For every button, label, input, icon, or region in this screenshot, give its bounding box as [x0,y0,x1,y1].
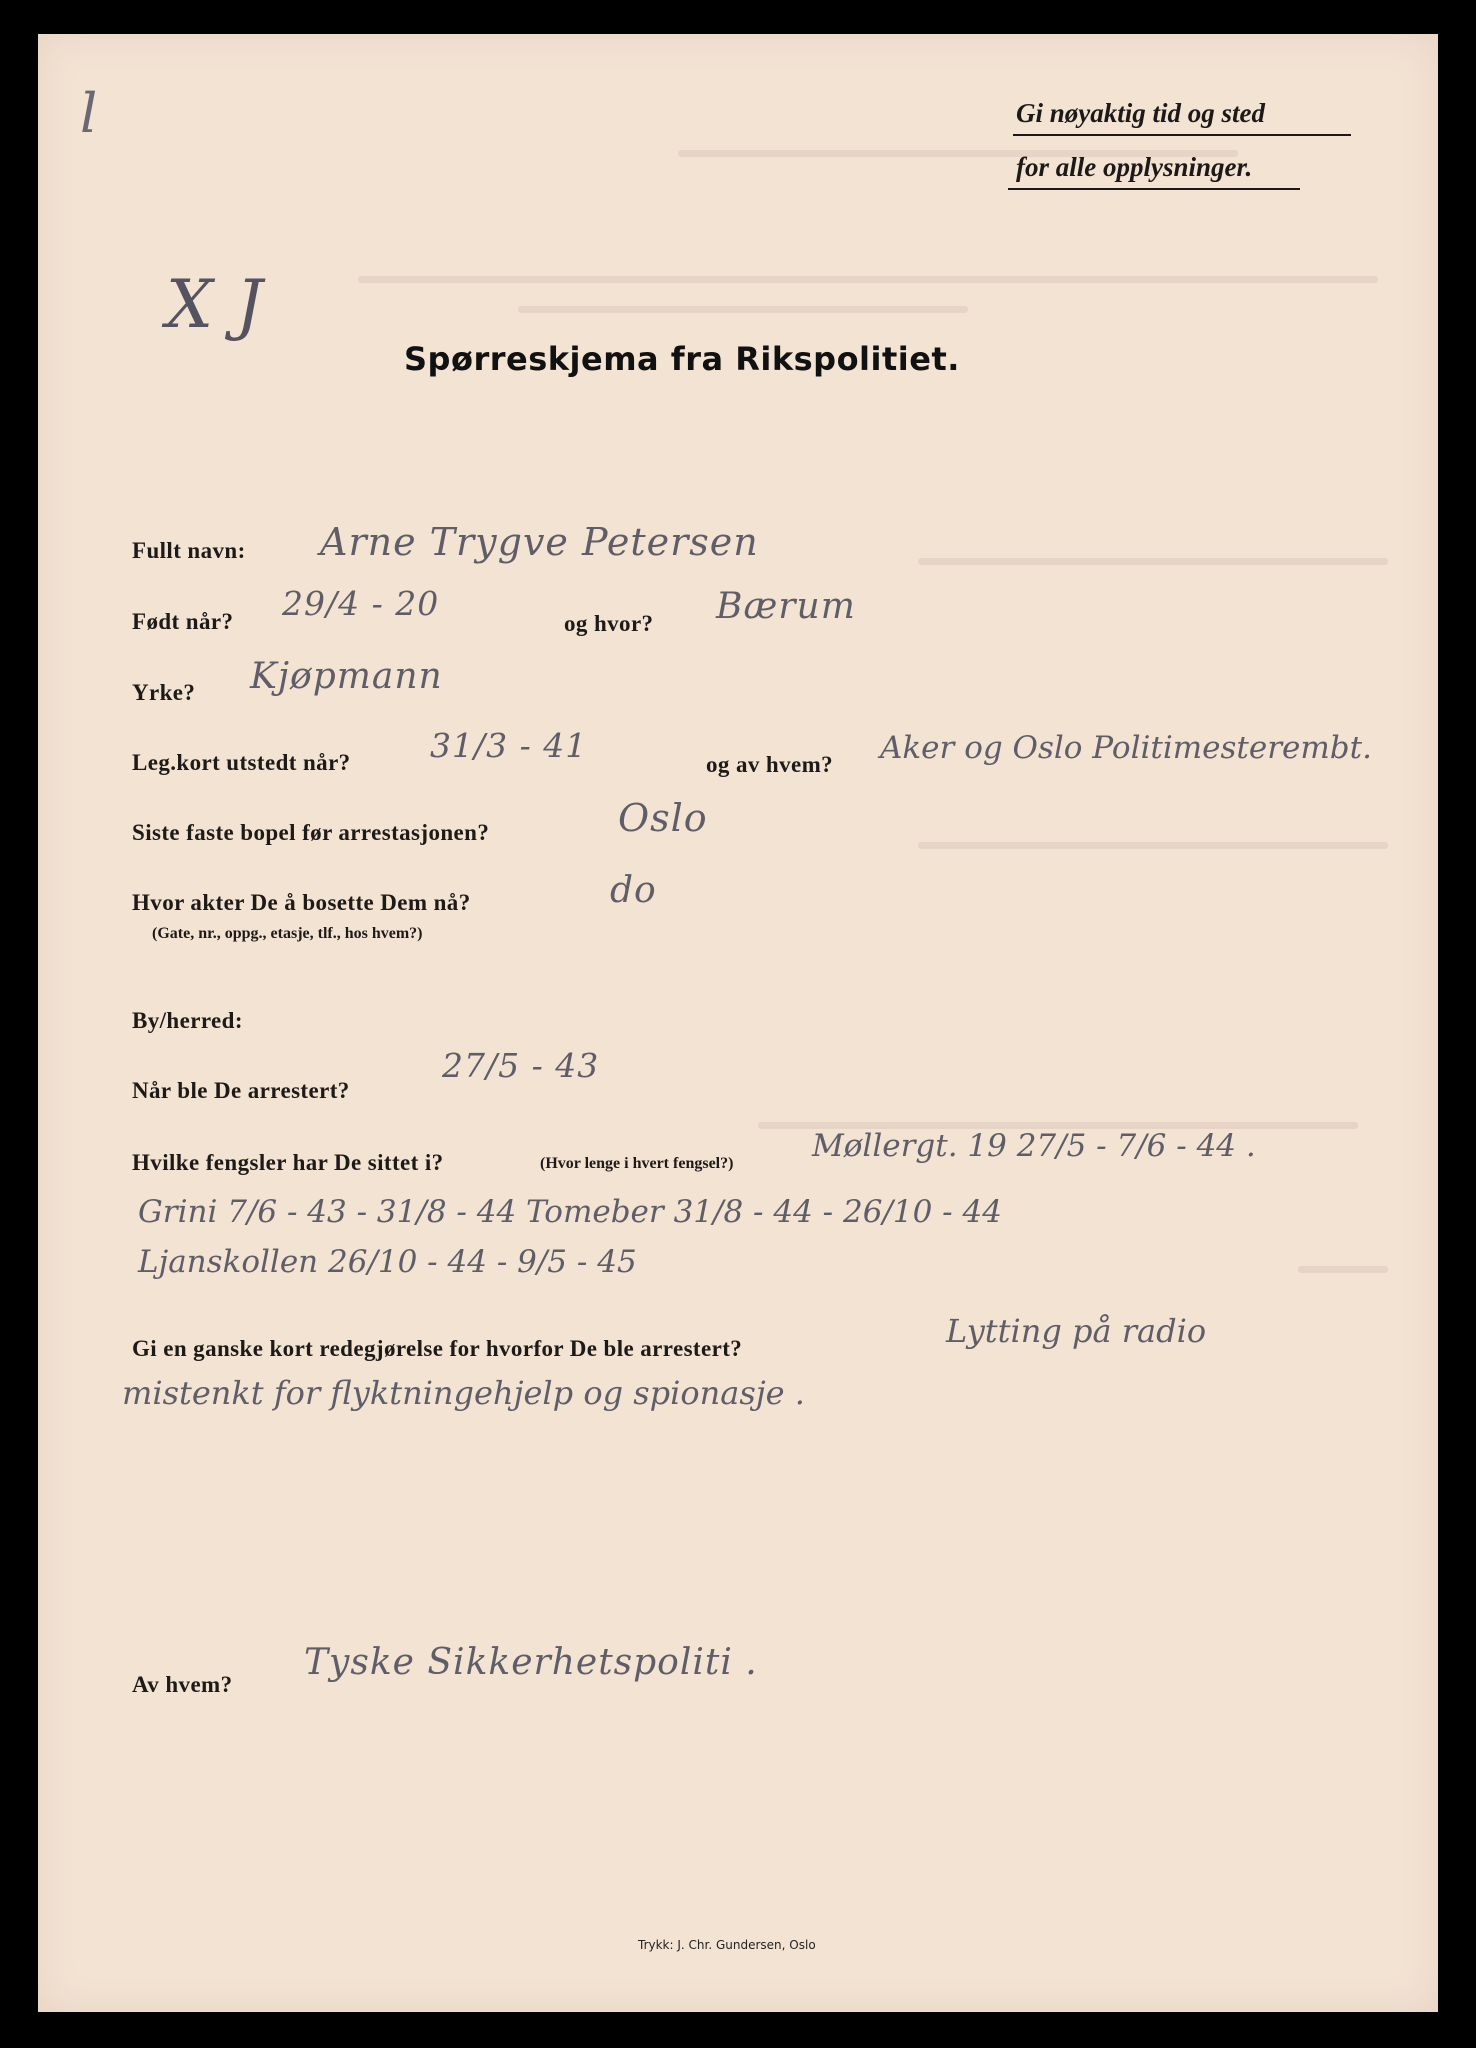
idcard-by-label: og av hvem? [706,752,834,777]
prisons-line-1: Møllergt. 19 27/5 - 7/6 - 44 . [812,1128,1256,1164]
notice-line-2: for alle opplysninger. [1016,152,1253,182]
reason-line-1: Lytting på radio [946,1312,1207,1350]
prisons-note: (Hvor lenge i hvert fengsel?) [540,1155,734,1172]
settle-value: do [610,870,657,911]
reason-line-2: mistenkt for flyktningehjelp og spionasje . [122,1374,805,1412]
notice-underline-2 [1008,188,1300,190]
notice-underline-1 [1013,134,1351,136]
by-whom-label: Av hvem? [132,1672,233,1697]
occupation-label: Yrke? [132,680,196,705]
bleed-through-text [518,306,968,313]
born-when-label: Født når? [132,609,234,634]
reason-label: Gi en ganske kort redegjørelse for hvorfor De ble arrestert? [132,1336,743,1361]
municipality-label: By/herred: [132,1008,243,1033]
arrested-when-label: Når ble De arrestert? [132,1078,350,1103]
born-where-value: Bærum [716,586,856,627]
bleed-through-text [918,842,1388,849]
born-when-value: 29/4 - 20 [282,584,440,623]
questionnaire-sheet [38,34,1438,2012]
by-whom-value: Tyske Sikkerhetspoliti . [304,1642,758,1683]
name-value: Arne Trygve Petersen [320,520,759,564]
prisons-line-2: Grini 7/6 - 43 - 31/8 - 44 Tomeber 31/8 - 44 - 26/10 - 44 [138,1194,1002,1230]
bleed-through-text [1298,1266,1388,1273]
idcard-by-value: Aker og Oslo Politimesterembt. [880,730,1372,766]
idcard-when-value: 31/3 - 41 [430,726,588,765]
prisons-line-3: Ljanskollen 26/10 - 44 - 9/5 - 45 [138,1244,637,1280]
idcard-when-label: Leg.kort utstedt når? [132,750,351,775]
last-residence-value: Oslo [618,796,708,840]
corner-mark: l [80,82,99,145]
cross-mark: X J [166,266,264,343]
occupation-value: Kjøpmann [250,656,443,697]
form-title: Spørreskjema fra Rikspolitiet. [404,340,960,378]
arrested-when-value: 27/5 - 43 [442,1046,600,1085]
prisons-label: Hvilke fengsler har De sittet i? [132,1150,444,1175]
bleed-through-text [358,276,1378,283]
last-residence-label: Siste faste bopel før arrestasjonen? [132,820,490,845]
settle-note: (Gate, nr., oppg., etasje, tlf., hos hvem?) [152,925,423,942]
name-label: Fullt navn: [132,538,246,563]
notice-line-1: Gi nøyaktig tid og sted [1016,98,1265,128]
born-where-label: og hvor? [564,611,654,636]
settle-label: Hvor akter De å bosette Dem nå? [132,890,471,915]
printer-imprint: Trykk: J. Chr. Gundersen, Oslo [638,1938,816,1952]
bleed-through-text [918,558,1388,565]
